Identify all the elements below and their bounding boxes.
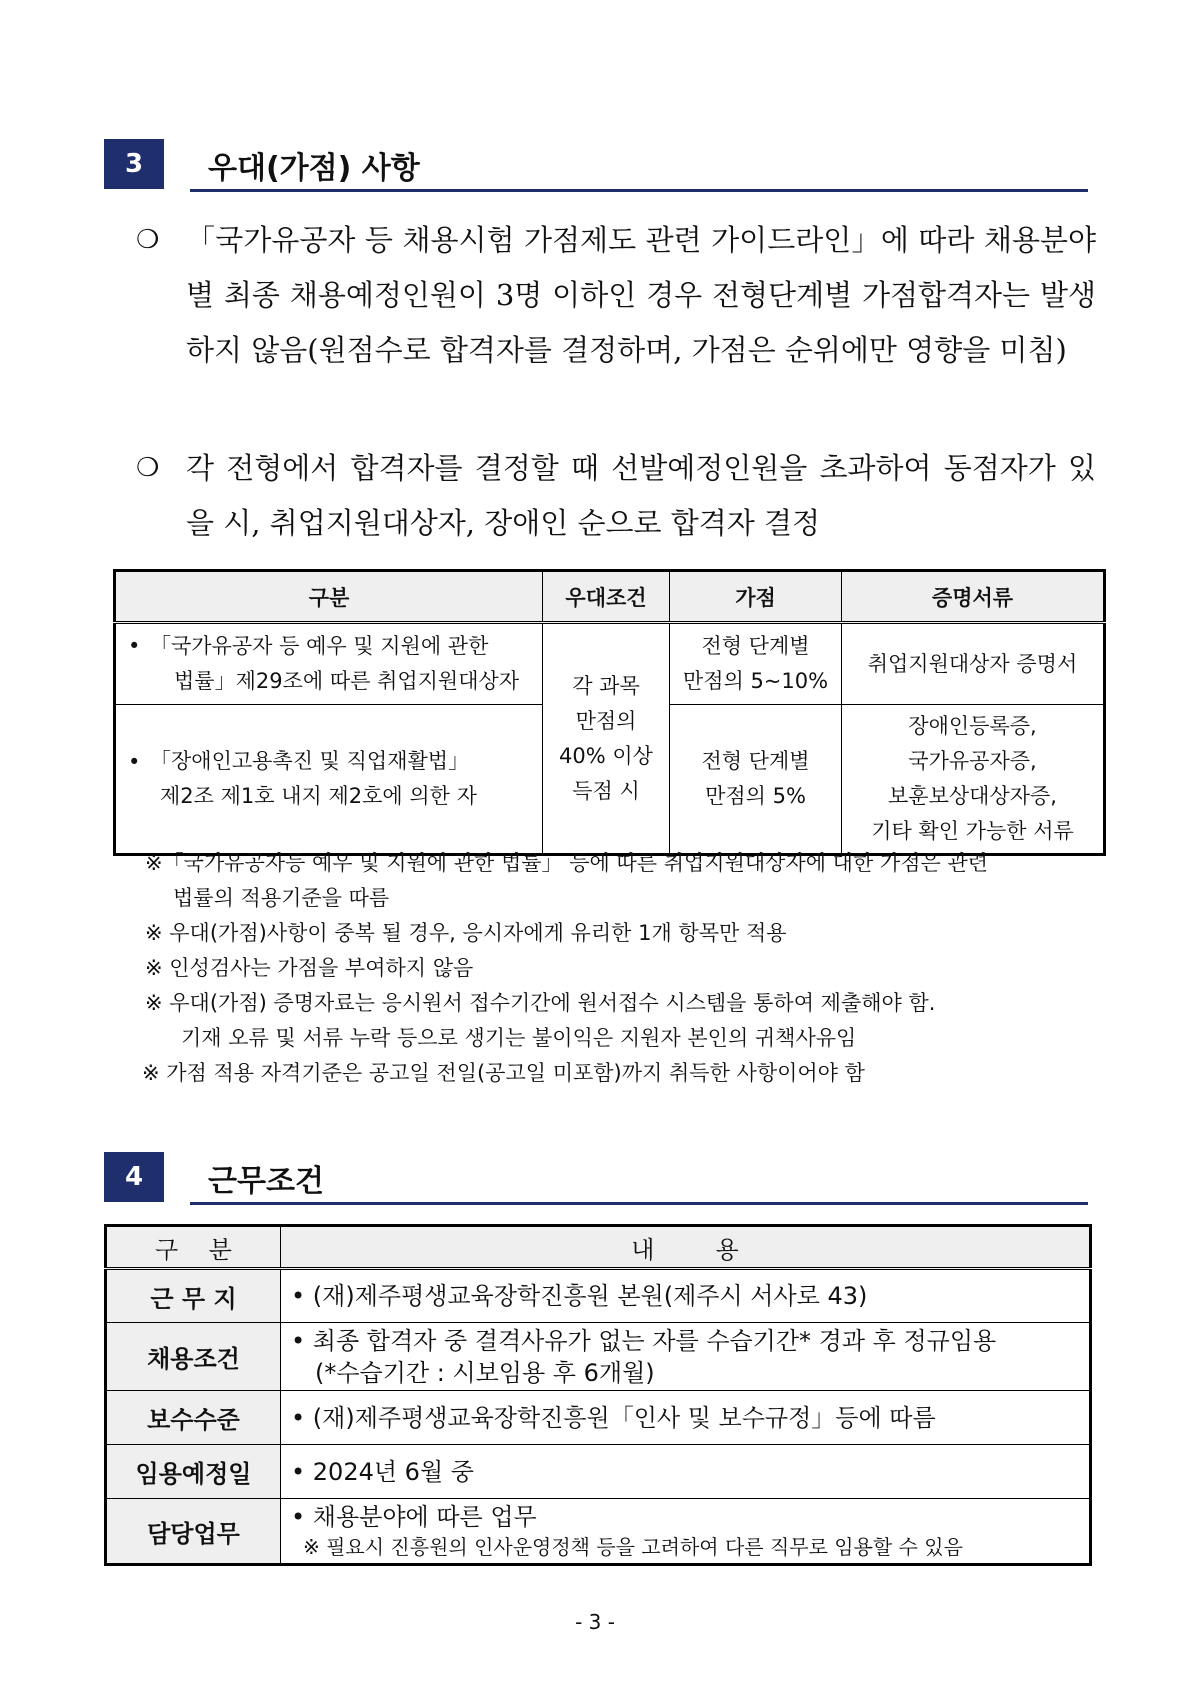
section-4-heading [104, 1152, 1088, 1204]
category-cell: • 「장애인고용촉진 및 직업재활법」 제2조 제1호 내지 제2호에 의한 자 [115, 705, 543, 855]
condition-cell: 각 과목 만점의 40% 이상 득점 시 [543, 623, 670, 855]
note: ※ 인성검사는 가점을 부여하지 않음 [145, 956, 474, 980]
table-header-row [106, 1226, 1091, 1269]
table-row [106, 1323, 1091, 1391]
table-row [106, 1445, 1091, 1499]
row-label: 담당업무 [106, 1499, 281, 1565]
row-value: • (재)제주평생교육장학진흥원 본원(제주시 서사로 43) [281, 1269, 1091, 1323]
section-title: 우대(가점) 사항 [208, 151, 420, 186]
paragraph-2 [136, 441, 1096, 551]
section-underline [190, 1202, 1088, 1205]
note: ※ 가점 적용 자격기준은 공고일 전일(공고일 미포함)까지 취득한 사항이어야 함 [142, 1061, 865, 1085]
preference-table [113, 569, 1106, 856]
table-row [106, 1269, 1091, 1323]
page-number: - 3 - [575, 1610, 615, 1634]
documents-cell: 취업지원대상자 증명서 [842, 623, 1105, 705]
bonus-cell: 전형 단계별 만점의 5% [670, 705, 842, 855]
header-bonus: 가점 [670, 571, 842, 623]
note: 기재 오류 및 서류 누락 등으로 생기는 불이익은 지원자 본인의 귀책사유임 [181, 1026, 857, 1050]
header-content: 내 용 [281, 1226, 1091, 1269]
section-number: 4 [104, 1152, 164, 1202]
note: 법률의 적용기준을 따름 [173, 886, 390, 910]
note: ※ 우대(가점)사항이 중복 될 경우, 응시자에게 유리한 1개 항목만 적용 [145, 921, 787, 945]
paragraph-text: 「국가유공자 등 채용시험 가점제도 관련 가이드라인」에 따라 채용분야별 최종 채용예정인원이 3명 이하인 경우 전형단계별 가점합격자는 발생하지 않음(원점수로 합격자를 결정하며, 가점은 순위에만 영향을 미침) [186, 223, 1096, 367]
bonus-cell: 전형 단계별 만점의 5~10% [670, 623, 842, 705]
work-conditions-table [104, 1224, 1092, 1566]
table-row [106, 1499, 1091, 1565]
category-cell: • 「국가유공자 등 예우 및 지원에 관한 법률」제29조에 따른 취업지원대상자 [115, 623, 543, 705]
row-label: 채용조건 [106, 1323, 281, 1391]
row-value: • 2024년 6월 중 [281, 1445, 1091, 1499]
paragraph-1 [136, 213, 1096, 378]
section-underline [190, 189, 1088, 192]
row-label: 근 무 지 [106, 1269, 281, 1323]
header-label: 구 분 [106, 1226, 281, 1269]
note: ※「국가유공자등 예우 및 지원에 관한 법률」 등에 따른 취업지원대상자에 대한 가점은 관련 [145, 851, 989, 875]
row-label: 보수수준 [106, 1391, 281, 1445]
documents-cell: 장애인등록증, 국가유공자증, 보훈보상대상자증, 기타 확인 가능한 서류 [842, 705, 1105, 855]
notes-list [142, 846, 1105, 1091]
table-row [115, 623, 1105, 705]
header-category: 구분 [115, 571, 543, 623]
section-number: 3 [104, 139, 164, 189]
circle-bullet-icon: ❍ [136, 453, 160, 483]
row-value: • 채용분야에 따른 업무 ※ 필요시 진흥원의 인사운영정책 등을 고려하여 다른 직무로 임용할 수 있음 [281, 1499, 1091, 1565]
section-3-heading [104, 139, 1088, 191]
paragraph-text: 각 전형에서 합격자를 결정할 때 선발예정인원을 초과하여 동점자가 있을 시, 취업지원대상자, 장애인 순으로 합격자 결정 [186, 451, 1096, 540]
note: ※ 우대(가점) 증명자료는 응시원서 접수기간에 원서접수 시스템을 통하여 제출해야 함. [145, 991, 936, 1015]
row-value: • 최종 합격자 중 결격사유가 없는 자를 수습기간* 경과 후 정규임용 (*수습기간 : 시보임용 후 6개월) [281, 1323, 1091, 1391]
header-condition: 우대조건 [543, 571, 670, 623]
row-label: 임용예정일 [106, 1445, 281, 1499]
circle-bullet-icon: ❍ [136, 225, 160, 255]
row-value: • (재)제주평생교육장학진흥원「인사 및 보수규정」등에 따름 [281, 1391, 1091, 1445]
header-documents: 증명서류 [842, 571, 1105, 623]
table-header-row [115, 571, 1105, 623]
table-row [106, 1391, 1091, 1445]
section-title: 근무조건 [208, 1164, 324, 1199]
